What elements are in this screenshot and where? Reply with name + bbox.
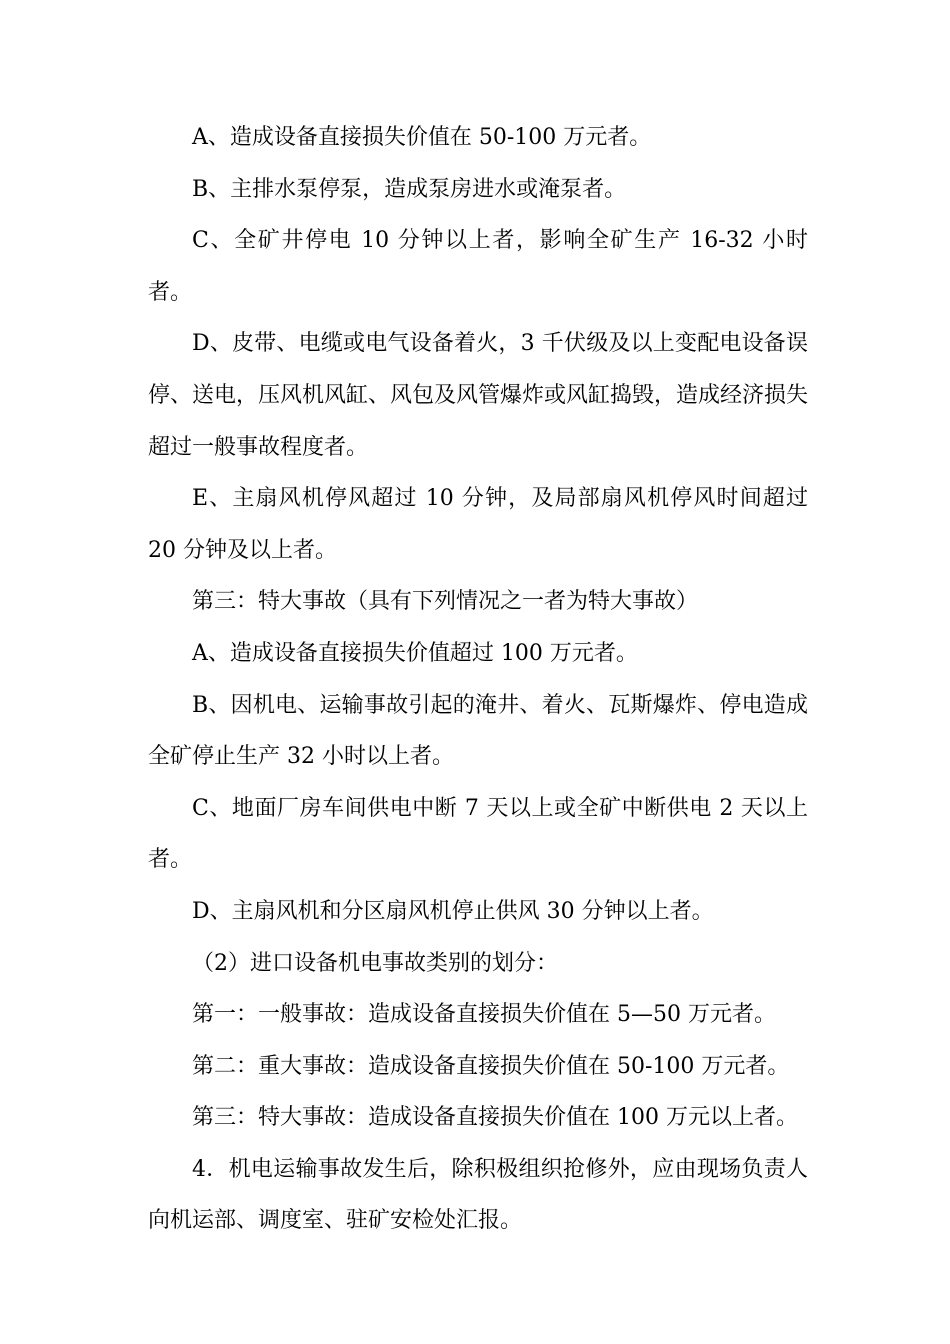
paragraph-a-loss-over-100: A、造成设备直接损失价值超过 100 万元者。 <box>192 640 638 666</box>
document-body <box>148 112 808 1247</box>
paragraph-b-pump-stop: B、主排水泵停泵，造成泵房进水或淹泵者。 <box>192 176 627 202</box>
paragraph-major-accident: 第三：特大事故：造成设备直接损失价值在 100 万元以上者。 <box>192 1105 798 1131</box>
paragraph-d-fan-30min: D、主扇风机和分区扇风机停止供风 30 分钟以上者。 <box>192 898 714 924</box>
paragraph-d-fire: D、皮带、电缆或电气设备着火，3 千伏级及以上变配电设备误停、送电，压风机风缸、风包及风管爆炸或风缸捣毁，造成经济损失超过一般事故程度者。 <box>148 331 809 460</box>
paragraph-c-power-outage: C、全矿井停电 10 分钟以上者，影响全矿生产 16-32 小时者。 <box>148 228 808 305</box>
paragraph-c-surface-power: C、地面厂房车间供电中断 7 天以上或全矿中断供电 2 天以上者。 <box>148 795 808 873</box>
paragraph-serious-accident: 第二：重大事故：造成设备直接损失价值在 50-100 万元者。 <box>192 1053 790 1079</box>
paragraph-reporting: 4．机电运输事故发生后，除积极组织抢修外，应由现场负责人向机运部、调度室、驻矿安检处汇报。 <box>148 1156 808 1234</box>
subsection-heading-imported-equipment: （2）进口设备机电事故类别的划分： <box>192 950 558 976</box>
paragraph-general-accident: 第一：一般事故：造成设备直接损失价值在 5—50 万元者。 <box>192 1002 776 1028</box>
paragraph-e-fan-stop: E、主扇风机停风超过 10 分钟，及局部扇风机停风时间超过 20 分钟及以上者。 <box>148 486 808 563</box>
section-heading-major-accident: 第三：特大事故（具有下列情况之一者为特大事故） <box>192 589 699 615</box>
paragraph-b-flood-fire-explosion: B、因机电、运输事故引起的淹井、着火、瓦斯爆炸、停电造成全矿停止生产 32 小时以上者。 <box>148 692 808 770</box>
paragraph-a-loss-50-100: A、造成设备直接损失价值在 50-100 万元者。 <box>192 125 652 150</box>
